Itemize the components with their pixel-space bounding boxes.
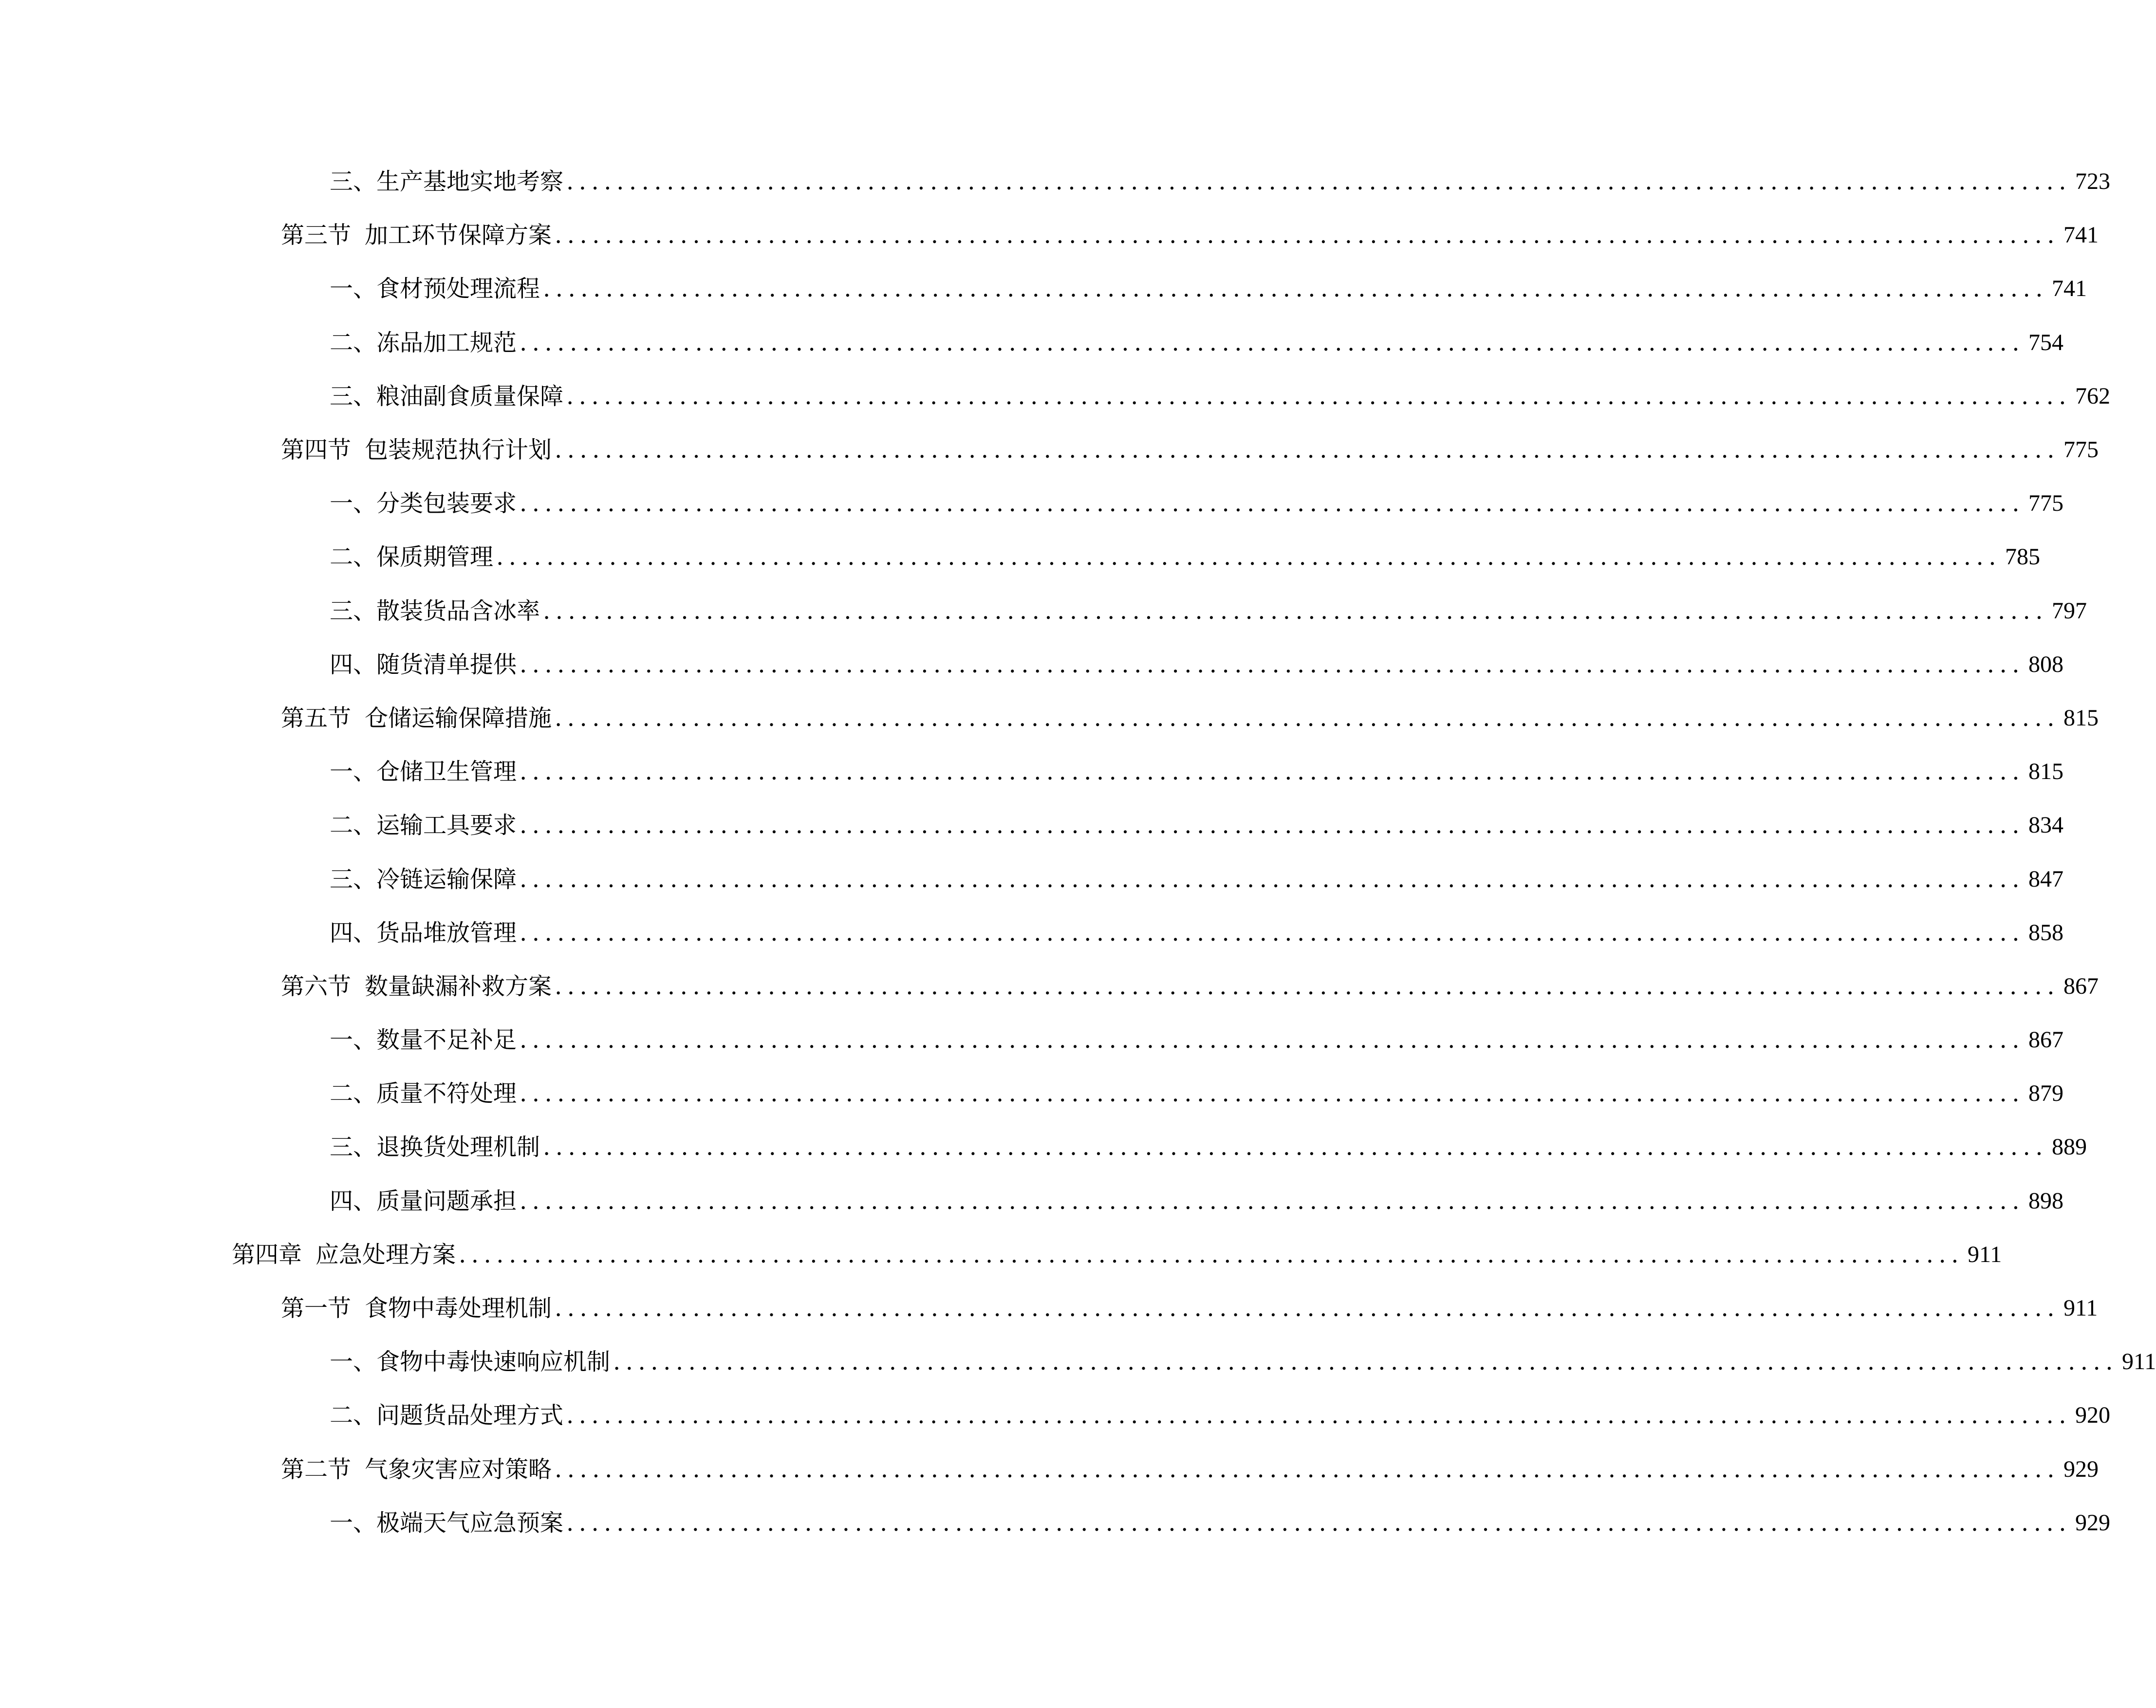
toc-entry-content [330, 382, 2110, 411]
leader-dots: ........................................................................................................................ [543, 1133, 2048, 1161]
entry-number: 三、 [330, 597, 377, 625]
toc-subsection-entry[interactable] [0, 906, 2063, 960]
leader-dots: ........................................................................................................................ [520, 812, 2025, 839]
entry-page-number: 808 [2028, 651, 2063, 677]
toc-entry-content [281, 1455, 2099, 1484]
entry-page-number: 775 [2028, 490, 2063, 517]
leader-dots: ........................................................................................................................ [566, 1402, 2071, 1430]
entry-number: 第三节 [281, 222, 352, 249]
entry-number: 一、 [330, 1026, 377, 1054]
entry-title: 质量不符处理 [376, 1080, 517, 1108]
leader-dots: ........................................................................................................................ [520, 919, 2025, 947]
toc-subsection-entry[interactable] [0, 1335, 2156, 1389]
leader-dots: ........................................................................................................................ [520, 1026, 2025, 1054]
entry-number: 一、 [330, 1509, 377, 1537]
toc-subsection-entry[interactable] [0, 1120, 2087, 1174]
leader-dots: ........................................................................................................................ [459, 1241, 1964, 1268]
toc-subsection-entry[interactable] [0, 798, 2063, 852]
entry-page-number: 775 [2063, 437, 2099, 463]
entry-title: 仓储卫生管理 [376, 758, 517, 786]
entry-title: 数量缺漏补救方案 [365, 972, 552, 1000]
entry-page-number: 797 [2051, 597, 2087, 624]
entry-page-number: 754 [2028, 329, 2063, 355]
entry-title: 货品堆放管理 [376, 919, 517, 947]
toc-entry-content [281, 704, 2099, 733]
toc-entry-content [330, 865, 2063, 894]
toc-section-entry[interactable] [0, 1281, 2098, 1335]
toc-section-entry[interactable] [0, 423, 2099, 477]
leader-dots: ........................................................................................................................ [520, 1080, 2025, 1108]
toc-entry-content [330, 167, 2110, 196]
toc-subsection-entry[interactable] [0, 1496, 2110, 1550]
toc-entry-content [330, 1025, 2063, 1055]
toc-subsection-entry[interactable] [0, 1013, 2063, 1067]
entry-page-number: 929 [2063, 1456, 2099, 1482]
toc-section-entry[interactable] [0, 960, 2099, 1013]
leader-dots: ........................................................................................................................ [555, 1295, 2060, 1322]
entry-title: 加工环节保障方案 [365, 222, 552, 249]
entry-title: 气象灾害应对策略 [365, 1455, 552, 1483]
toc-entry-content [281, 972, 2099, 1001]
toc-entry-content [281, 435, 2099, 464]
entry-number: 三、 [330, 865, 377, 893]
entry-number: 四、 [330, 919, 377, 947]
leader-dots: ........................................................................................................................ [543, 597, 2048, 625]
entry-number: 二、 [330, 1402, 377, 1430]
entry-number: 三、 [330, 168, 377, 196]
entry-title: 保质期管理 [376, 543, 494, 571]
entry-title: 食材预处理流程 [376, 275, 540, 303]
entry-number: 一、 [330, 1348, 377, 1376]
toc-subsection-entry[interactable] [0, 584, 2087, 638]
entry-page-number: 929 [2075, 1509, 2110, 1536]
entry-title: 食物中毒快速响应机制 [376, 1348, 611, 1376]
entry-number: 三、 [330, 382, 377, 410]
entry-page-number: 898 [2028, 1188, 2063, 1214]
entry-number: 第四章 [232, 1241, 302, 1268]
toc-entry-content [330, 542, 2040, 572]
entry-page-number: 911 [2063, 1295, 2098, 1321]
entry-number: 第四节 [281, 436, 352, 464]
entry-title: 冷链运输保障 [376, 865, 517, 893]
entry-title: 问题货品处理方式 [376, 1402, 564, 1430]
toc-entry-content [330, 1347, 2156, 1376]
toc-subsection-entry[interactable] [0, 745, 2063, 798]
toc-entry-content [281, 221, 2099, 250]
toc-entry-content [330, 1401, 2110, 1430]
entry-page-number: 920 [2075, 1402, 2110, 1429]
entry-title: 质量问题承担 [376, 1187, 517, 1215]
toc-entry-content [330, 328, 2063, 357]
entry-number: 第二节 [281, 1455, 352, 1483]
leader-dots: ........................................................................................................................ [555, 704, 2060, 732]
leader-dots: ........................................................................................................................ [566, 382, 2071, 410]
entry-number: 二、 [330, 1080, 377, 1108]
leader-dots: ........................................................................................................................ [520, 1187, 2025, 1215]
toc-section-entry[interactable] [0, 208, 2099, 262]
entry-title: 包装规范执行计划 [365, 436, 552, 464]
entry-title: 数量不足补足 [376, 1026, 517, 1054]
toc-subsection-entry[interactable] [0, 316, 2063, 370]
entry-number: 二、 [330, 329, 377, 356]
toc-entry-content [330, 1508, 2110, 1538]
entry-page-number: 834 [2028, 812, 2063, 838]
toc-entry-content [330, 1079, 2063, 1108]
toc-chapter-entry[interactable] [0, 1228, 2002, 1281]
entry-title: 仓储运输保障措施 [365, 704, 552, 732]
toc-entry-content [330, 811, 2063, 840]
entry-title: 分类包装要求 [376, 490, 517, 518]
entry-number: 四、 [330, 1187, 377, 1215]
toc-subsection-entry[interactable] [0, 852, 2063, 906]
leader-dots: ........................................................................................................................ [520, 758, 2025, 786]
entry-page-number: 785 [2005, 544, 2040, 570]
entry-page-number: 911 [1967, 1241, 2002, 1267]
toc-entry-content [281, 1294, 2098, 1323]
entry-number: 一、 [330, 275, 377, 303]
toc-entry-content [330, 596, 2087, 626]
entry-page-number: 847 [2028, 866, 2063, 892]
entry-page-number: 879 [2028, 1080, 2063, 1107]
toc-subsection-entry[interactable] [0, 370, 2110, 423]
leader-dots: ........................................................................................................................ [555, 436, 2060, 464]
toc-section-entry[interactable] [0, 1443, 2099, 1496]
entry-page-number: 867 [2028, 1027, 2063, 1053]
leader-dots: ........................................................................................................................ [613, 1348, 2118, 1376]
leader-dots: ........................................................................................................................ [520, 329, 2025, 356]
entry-title: 应急处理方案 [316, 1241, 456, 1268]
entry-title: 极端天气应急预案 [376, 1509, 564, 1537]
entry-page-number: 815 [2028, 759, 2063, 785]
toc-entry-content [330, 1132, 2087, 1162]
toc-entry-content [330, 650, 2063, 679]
leader-dots: ........................................................................................................................ [555, 1455, 2060, 1483]
entry-number: 四、 [330, 650, 377, 678]
toc-entry-content [232, 1240, 2002, 1269]
toc-entry-content [330, 489, 2063, 518]
entry-title: 退换货处理机制 [376, 1133, 540, 1161]
toc-subsection-entry[interactable] [0, 1174, 2063, 1228]
entry-number: 二、 [330, 812, 377, 839]
entry-title: 运输工具要求 [376, 812, 517, 839]
entry-page-number: 867 [2063, 973, 2099, 999]
entry-page-number: 911 [2121, 1349, 2156, 1375]
toc-subsection-entry[interactable] [0, 477, 2063, 530]
leader-dots: ........................................................................................................................ [496, 543, 2001, 571]
toc-subsection-entry[interactable] [0, 530, 2040, 584]
entry-number: 二、 [330, 543, 377, 571]
toc-subsection-entry[interactable] [0, 638, 2063, 691]
entry-title: 冻品加工规范 [376, 329, 517, 356]
toc-subsection-entry[interactable] [0, 155, 2110, 208]
toc-subsection-entry[interactable] [0, 1389, 2110, 1442]
entry-title: 粮油副食质量保障 [376, 382, 564, 410]
leader-dots: ........................................................................................................................ [520, 490, 2025, 518]
entry-page-number: 723 [2075, 168, 2110, 195]
entry-number: 一、 [330, 758, 377, 786]
toc-entry-content [330, 918, 2063, 947]
entry-number: 一、 [330, 490, 377, 518]
entry-page-number: 741 [2051, 276, 2087, 302]
leader-dots: ........................................................................................................................ [555, 222, 2060, 249]
entry-number: 第六节 [281, 972, 352, 1000]
leader-dots: ........................................................................................................................ [520, 865, 2025, 893]
toc-entry-content [330, 274, 2087, 303]
leader-dots: ........................................................................................................................ [520, 650, 2025, 678]
leader-dots: ........................................................................................................................ [566, 1509, 2071, 1537]
leader-dots: ........................................................................................................................ [566, 168, 2071, 196]
entry-page-number: 762 [2075, 383, 2110, 409]
entry-title: 散装货品含冰率 [376, 597, 540, 625]
entry-page-number: 889 [2051, 1134, 2087, 1160]
table-of-contents [0, 155, 2156, 1550]
entry-page-number: 741 [2063, 222, 2099, 248]
toc-entry-content [330, 1187, 2063, 1216]
toc-section-entry[interactable] [0, 691, 2099, 745]
entry-page-number: 815 [2063, 705, 2099, 731]
leader-dots: ........................................................................................................................ [555, 972, 2060, 1000]
toc-subsection-entry[interactable] [0, 262, 2087, 316]
toc-entry-content [330, 757, 2063, 786]
toc-subsection-entry[interactable] [0, 1067, 2063, 1120]
entry-title: 生产基地实地考察 [376, 168, 564, 196]
entry-number: 第一节 [281, 1295, 352, 1322]
entry-page-number: 858 [2028, 919, 2063, 946]
entry-number: 三、 [330, 1133, 377, 1161]
entry-title: 食物中毒处理机制 [365, 1295, 552, 1322]
entry-title: 随货清单提供 [376, 650, 517, 678]
leader-dots: ........................................................................................................................ [543, 275, 2048, 303]
entry-number: 第五节 [281, 704, 352, 732]
